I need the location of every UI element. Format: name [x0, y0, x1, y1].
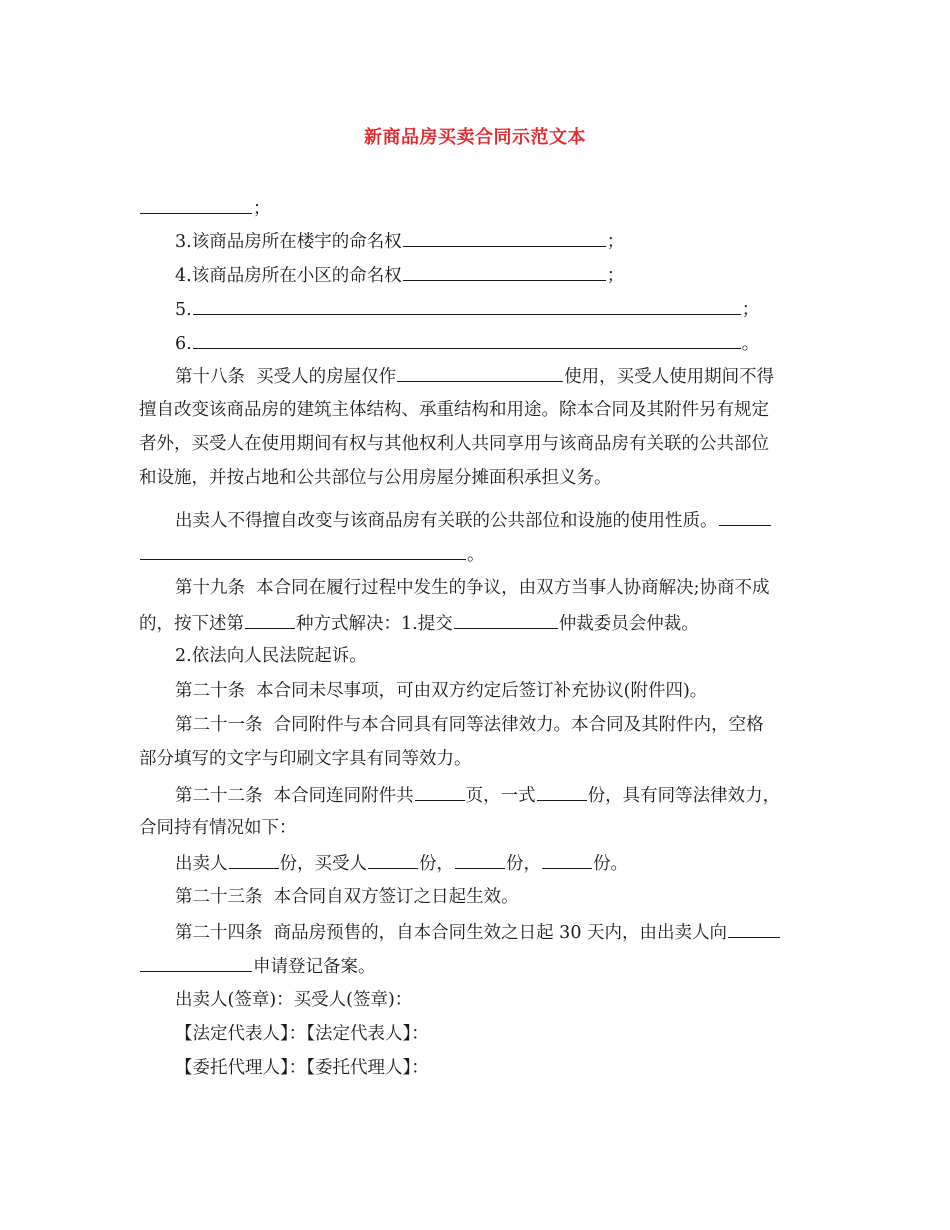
blank-field: [415, 782, 465, 801]
blank-field: [455, 850, 505, 869]
article-18-paragraph-2-cont: 。: [139, 541, 485, 567]
article-18-line-2: 擅自改变该商品房的建筑主体结构、承重结构和用途。除本合同及其附件另有规定: [139, 400, 769, 420]
signature-authorized-agent: 【委托代理人】：【委托代理人】：: [175, 1058, 429, 1078]
article-19-line-2: 的，按下述第 种方式解决：1.提交 仲裁委员会仲裁。: [139, 610, 699, 636]
blank-field: [229, 850, 279, 869]
blank-field: [537, 782, 587, 801]
article-21-line-2: 部分填写的文字与印刷文字具有同等效力。: [139, 749, 472, 769]
article-18-line-3: 者外，买受人在使用期间有权与其他权利人共同享用与该商品房有关联的公共部位: [139, 434, 769, 454]
article-18-line-1: 第十八条 买受人的房屋仅作 使用，买受人使用期间不得: [175, 363, 774, 389]
article-19-line-1: 第十九条 本合同在履行过程中发生的争议，由双方当事人协商解决;协商不成: [175, 578, 770, 598]
article-24-line-1: 第二十四条 商品房预售的，自本合同生效之日起 30 天内，由出卖人向: [175, 919, 781, 945]
line-item-6: 6. 。: [175, 330, 759, 356]
blank-field: [245, 610, 295, 629]
line-item-3: 3.该商品房所在楼宇的命名权 ；: [175, 228, 624, 254]
blank-field: [140, 953, 252, 972]
line-blank-continuation: ；: [139, 195, 271, 221]
article-22-line-1: 第二十二条 本合同连同附件共 页，一式 份，具有同等法律效力，: [175, 782, 780, 808]
blank-field: [368, 850, 418, 869]
blank-field: [728, 919, 780, 938]
blank-field: [140, 541, 466, 560]
line-item-5: 5. ；: [175, 296, 759, 322]
blank-field: [397, 363, 563, 382]
document-title: 新商品房买卖合同示范文本: [364, 127, 586, 148]
blank-field: [719, 507, 771, 526]
article-24-line-2: 申请登记备案。: [139, 953, 376, 979]
article-19-option-2: 2.依法向人民法院起诉。: [175, 646, 367, 666]
article-23: 第二十三条 本合同自双方签订之日起生效。: [175, 887, 519, 907]
blank-field: [542, 850, 592, 869]
blank-field: [193, 330, 741, 349]
signature-seller-buyer: 出卖人(签章)：买受人(签章)：: [175, 990, 413, 1010]
blank-field: [454, 610, 558, 629]
blank-field: [193, 296, 741, 315]
line-item-4: 4.该商品房所在小区的命名权 ；: [175, 262, 624, 288]
article-21-line-1: 第二十一条 合同附件与本合同具有同等法律效力。本合同及其附件内，空格: [175, 715, 764, 735]
article-22-line-2: 合同持有情况如下：: [139, 818, 297, 838]
blank-field: [140, 195, 252, 214]
article-20: 第二十条 本合同未尽事项，可由双方约定后签订补充协议(附件四)。: [175, 681, 708, 701]
blank-field: [403, 262, 606, 281]
article-22-copies: 出卖人 份，买受人 份， 份， 份。: [175, 850, 628, 876]
blank-field: [403, 228, 606, 247]
signature-legal-representative: 【法定代表人】：【法定代表人】：: [175, 1024, 429, 1044]
article-18-line-4: 和设施，并按占地和公共部位与公用房屋分摊面积承担义务。: [139, 468, 612, 488]
article-18-paragraph-2: 出卖人不得擅自改变与该商品房有关联的公共部位和设施的使用性质。: [175, 507, 772, 533]
